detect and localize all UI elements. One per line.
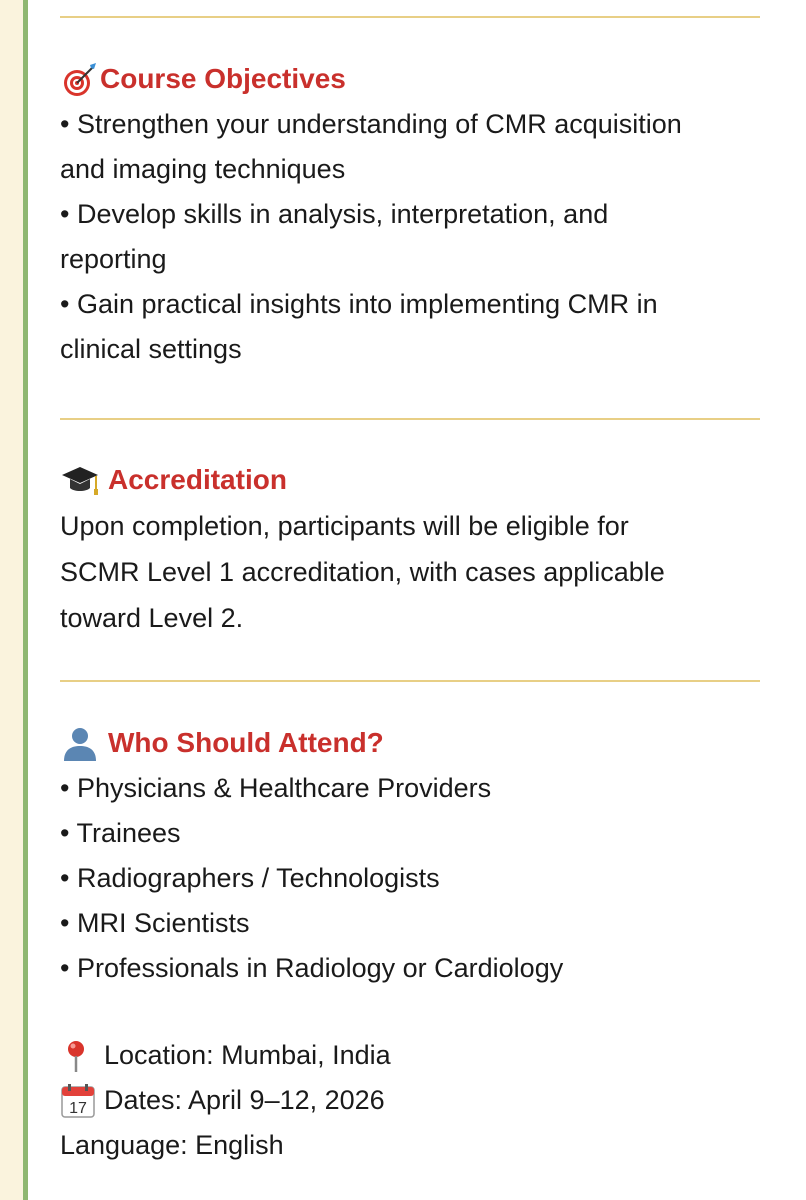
person-silhouette-icon xyxy=(60,723,100,763)
accreditation-heading xyxy=(60,457,780,503)
graduation-cap-icon xyxy=(60,460,100,500)
list-item: and imaging techniques xyxy=(60,154,346,184)
event-details xyxy=(60,1033,780,1168)
list-item: • Physicians & Healthcare Providers xyxy=(60,773,492,803)
list-item: clinical settings xyxy=(60,334,242,364)
who-should-attend-title: Who Should Attend? xyxy=(108,727,384,758)
who-should-attend-section xyxy=(60,720,780,991)
section-divider xyxy=(60,418,760,420)
location-line xyxy=(60,1033,780,1078)
list-item: • Professionals in Radiology or Cardiology xyxy=(60,953,564,983)
list-item: • Gain practical insights into implementing CMR in xyxy=(60,289,658,319)
language-text: Language: English xyxy=(60,1130,284,1160)
who-should-attend-heading xyxy=(60,720,780,766)
list-item: • MRI Scientists xyxy=(60,908,250,938)
accreditation-section xyxy=(60,457,780,641)
list-item: • Develop skills in analysis, interpretation, and xyxy=(60,199,609,229)
paragraph-line: toward Level 2. xyxy=(60,603,244,633)
dates-line xyxy=(60,1078,780,1123)
objectives-list xyxy=(60,102,780,372)
course-objectives-section xyxy=(60,56,780,372)
language-line xyxy=(60,1123,780,1168)
paragraph-line: SCMR Level 1 accreditation, with cases applicable xyxy=(60,557,665,587)
target-icon xyxy=(60,59,100,99)
section-divider xyxy=(60,680,760,682)
pin-icon xyxy=(60,1038,96,1074)
calendar-day: 17 xyxy=(69,1099,87,1117)
calendar-icon xyxy=(60,1083,96,1119)
accreditation-title: Accreditation xyxy=(108,464,287,495)
accreditation-text xyxy=(60,503,780,641)
list-item: • Radiographers / Technologists xyxy=(60,863,440,893)
location-text: Location: Mumbai, India xyxy=(104,1040,391,1070)
dates-text: Dates: April 9–12, 2026 xyxy=(104,1085,385,1115)
course-objectives-heading xyxy=(60,56,780,102)
audience-list xyxy=(60,766,780,991)
list-item: • Trainees xyxy=(60,818,181,848)
paragraph-line: Upon completion, participants will be eligible for xyxy=(60,511,629,541)
course-objectives-title: Course Objectives xyxy=(100,63,346,94)
list-item: reporting xyxy=(60,244,167,274)
section-divider xyxy=(60,16,760,18)
list-item: • Strengthen your understanding of CMR acquisition xyxy=(60,109,682,139)
